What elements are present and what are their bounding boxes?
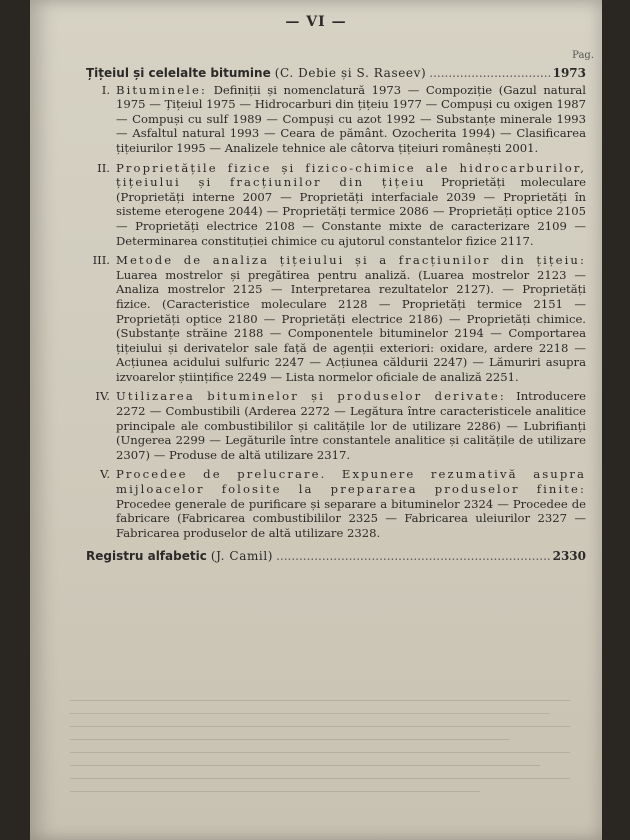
main-entry	[86, 66, 586, 81]
section-1	[86, 83, 586, 156]
section-body	[116, 161, 586, 249]
section-heading: Metode de analiza țițeiului și a fracțiunilor din țițeiu:	[116, 253, 586, 268]
section-numeral: IV.	[95, 389, 110, 404]
section-3	[86, 253, 586, 384]
section-text: Luarea mostrelor și pregătirea pentru analiză. (Luarea mostrelor 2123 — Analiza mostrelor 2125 — Interpretarea rezultatelor 2127). — Proprietăți fizice. (Caracteristice moleculare 2128 — Proprietăți termice 2151 — Proprietăți optice 2180 — Proprietăți electrice 2186) — Proprietăți chimice. (Substanțe străine 2188 — Componentele bituminelor 2194 — Comportarea țițeiului și derivatelor sale față de agenții exteriori: oxidare, ardere 2218 — Acțiunea acidului sulfuric 2247 — Acțiunea căldurii 2247) — Lămuriri asupra izvoarelor științifice 2249 — Lista normelor oficiale de analiză 2251.	[116, 267, 586, 384]
entry-title: Țițeiul și celelalte bitumine	[86, 66, 271, 80]
section-body	[116, 83, 586, 156]
section-heading: Bituminele:	[116, 82, 207, 97]
registru-author: (J. Camil)	[210, 549, 274, 564]
table-of-contents	[86, 66, 586, 564]
dot-leader	[429, 66, 549, 81]
section-numeral: V.	[99, 467, 110, 482]
page-column-label: Pag.	[572, 50, 594, 61]
section-heading: Proprietățile fizice și fizico-chimice ale hidrocarburilor, țițeiului și fracțiunilor din țițeiu	[116, 160, 586, 190]
section-numeral: II.	[97, 160, 110, 175]
section-5	[86, 467, 586, 540]
section-heading: Utilizarea bituminelor și produselor derivate:	[116, 389, 506, 404]
section-text: Introducere 2272 — Combustibili (Arderea 2272 — Legătura între caracteristicele analitice principale ale combustibililor și calitățile lor de utilizare 2286) — Lubrifianți (Ungerea 2299 — Legăturile între constantele analitice și calitățile de utilizare 2307) — Produse de altă utilizare 2317.	[116, 389, 586, 462]
section-4	[86, 389, 586, 462]
section-body	[116, 389, 586, 462]
registru-title: Registru alfabetic	[86, 549, 207, 564]
registru-entry	[86, 549, 586, 564]
section-heading: Procedee de prelucrare. Expunere rezumativă asupra mijloacelor folosite la prepararea produselor finite:	[116, 467, 586, 497]
section-numeral: III.	[92, 253, 110, 268]
section-body	[116, 253, 586, 384]
entry-page-number: 1973	[552, 66, 586, 80]
entry-authors: (C. Debie și S. Raseev)	[274, 66, 427, 80]
book-page	[30, 0, 602, 840]
section-numeral: I.	[101, 82, 110, 97]
section-2	[86, 161, 586, 249]
section-body	[116, 467, 586, 540]
section-text: Procedee generale de purificare și separare a bituminelor 2324 — Procedee de fabricare (Fabricarea combustibililor 2325 — Fabricarea uleiurilor 2327 — Fabricarea produselor de altă utilizare 2328.	[116, 496, 586, 540]
dot-leader	[276, 549, 550, 564]
show-through-texture	[70, 690, 570, 804]
page-number: — VI —	[285, 14, 347, 30]
section-text: Definiții și nomenclatură 1973 — Compoziție (Gazul natural 1975 — Țițeiul 1975 — Hidrocarburi din țițeiu 1977 — Compuși cu oxigen 1987 — Compuși cu sulf 1989 — Compuși cu azot 1992 — Substanțe minerale 1993 — Asfaltul natural 1993 — Ceara de pământ. Ozocherita 1994) — Clasificarea țițeiurilor 1995 — Analizele tehnice ale câtorva țițeiuri românești 2001.	[116, 82, 586, 155]
registru-page-number: 2330	[552, 549, 586, 564]
section-text: Proprietăți moleculare (Proprietăți interne 2007 — Proprietăți interfaciale 2039 — Proprietăți în sisteme eterogene 2044) — Proprietăți termice 2086 — Proprietăți optice 2105 — Proprietăți electrice 2108 — Constante mixte de caracterizare 2109 — Determinarea constituției chimice cu ajutorul constantelor fizice 2117.	[116, 175, 586, 248]
